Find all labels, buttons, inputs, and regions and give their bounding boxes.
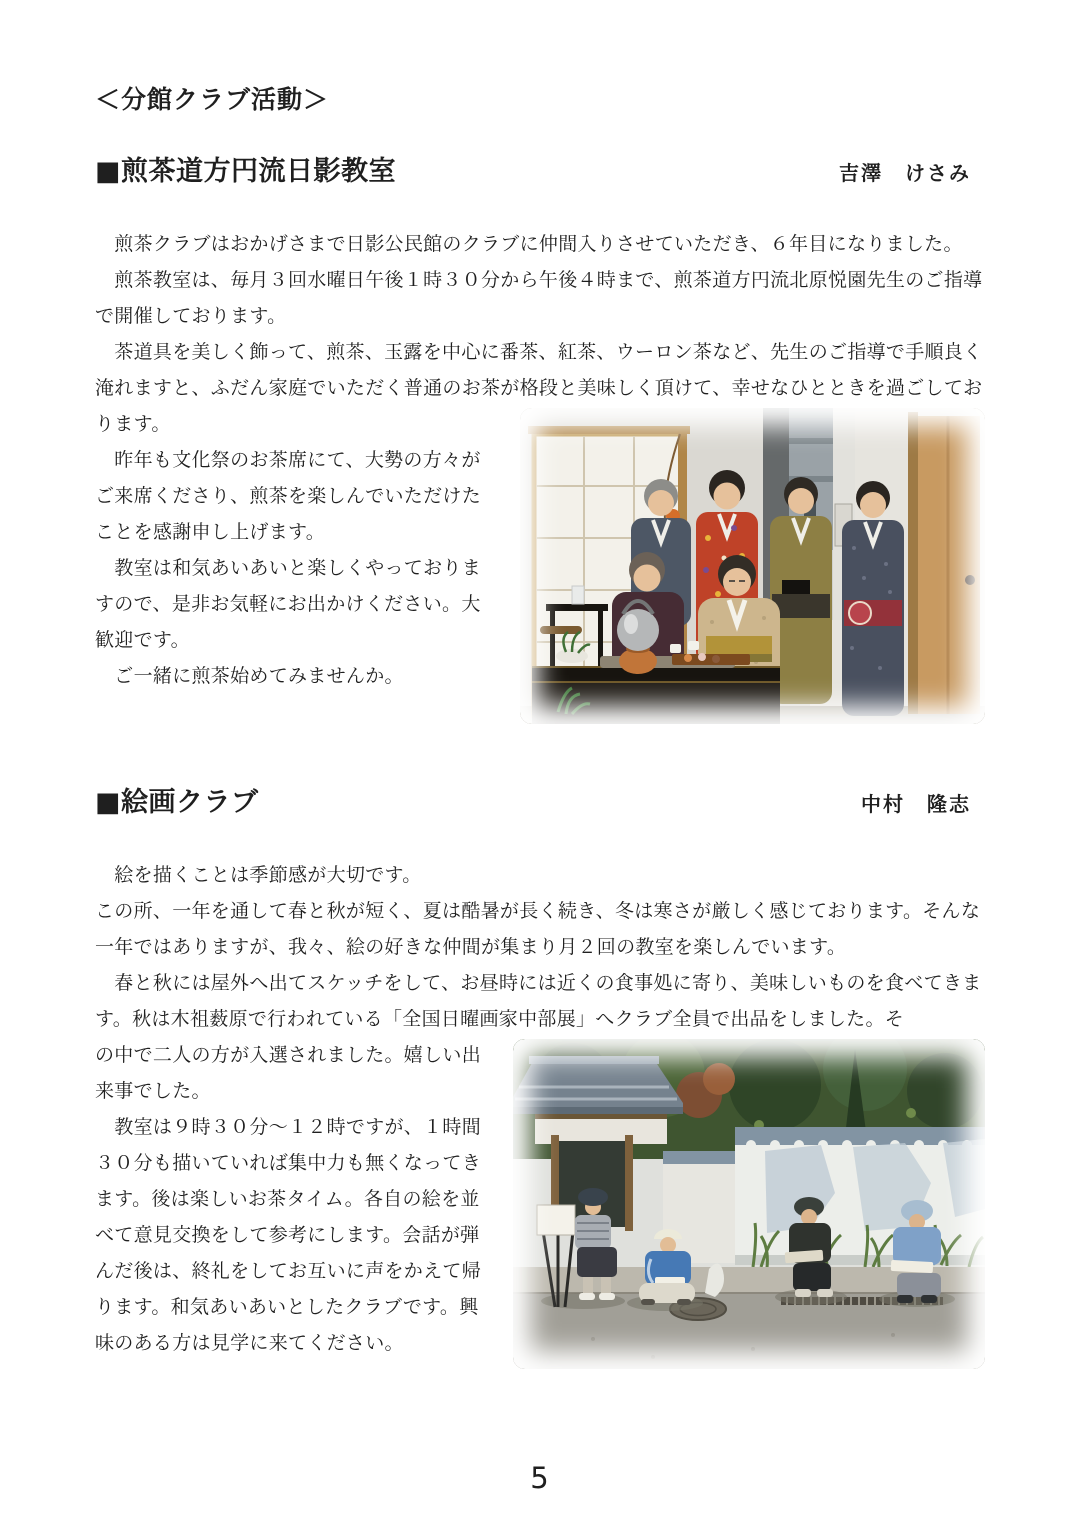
section-body (95, 857, 985, 1375)
section-body (95, 226, 985, 730)
section-header (95, 149, 985, 188)
paragraph: 教室は９時３０分～１２時ですが、１時間３０分も描いていれば集中力も無くなってきます。後は楽しいお茶タイム。各自の絵を並べて意見交換をして参考にします。会話が弾んだ後は、終礼をしてお互いに声をかえて帰ります。和気あいあいとしたクラブです。興味のある方は見学に来てください。 (95, 1116, 482, 1354)
paragraph: 春と秋には屋外へ出てスケッチをして、お昼時には近くの食事処に寄り、美味しいものを食べてきます。秋は木祖薮原で行われている「全国日曜画家中部展」へクラブ全員で出品をしました。そ (95, 972, 982, 1030)
paragraph: この所、一年を通して春と秋が短く、夏は酷暑が長く続き、冬は寒さが厳しく感じております。そんな一年ではありますが、我々、絵の好きな仲間が集まり月２回の教室を楽しんでいます。 (95, 900, 981, 958)
paragraph: ります。 (95, 413, 171, 435)
paragraph: 教室は和気あいあいと楽しくやっておりますので、是非お気軽にお出かけください。大歓迎です。 (95, 557, 482, 651)
paragraph: 昨年も文化祭のお茶席にて、大勢の方々がご来席くださり、煎茶を楽しんでいただけたことを感謝申し上げます。 (95, 449, 482, 543)
text-photo-row (95, 1037, 985, 1375)
section-header (95, 780, 985, 819)
page-number: 5 (530, 1461, 550, 1495)
page-title: ＜分館クラブ活動＞ (95, 85, 330, 114)
tea-ceremony-group-photo (520, 408, 985, 724)
paragraph: 煎茶クラブはおかげさまで日影公民館のクラブに仲間入りさせていただき、６年目になりました。 (95, 233, 963, 255)
paragraph: 絵を描くことは季節感が大切です。 (95, 864, 422, 886)
section-author: 中村 隆志 (861, 792, 971, 816)
section-painting (95, 780, 985, 1375)
outdoor-sketching-photo (513, 1039, 985, 1369)
paragraph: の中で二人の方が入選されました。嬉しい出来事でした。 (95, 1044, 482, 1102)
section-heading: ■煎茶道方円流日影教室 (95, 156, 397, 187)
paragraph: 煎茶教室は、毎月３回水曜日午後１時３０分から午後４時まで、煎茶道方円流北原悦園先生のご指導で開催しております。 (95, 269, 983, 327)
outdoor-sketching-photo-illustration (513, 1039, 985, 1369)
section-author: 吉澤 けさみ (839, 161, 971, 185)
paragraph: ご一緒に煎茶始めてみませんか。 (95, 665, 404, 687)
text-photo-row (95, 406, 985, 730)
section-heading: ■絵画クラブ (95, 787, 259, 818)
paragraph: 茶道具を美しく飾って、煎茶、玉露を中心に番茶、紅茶、ウーロン茶など、先生のご指導で手順良く淹れますと、ふだん家庭でいただく普通のお茶が格段と美味しく頂けて、幸せなひとときを過ごしてお (95, 341, 983, 399)
section-sencha (95, 149, 985, 730)
tea-ceremony-photo-illustration (520, 408, 985, 724)
